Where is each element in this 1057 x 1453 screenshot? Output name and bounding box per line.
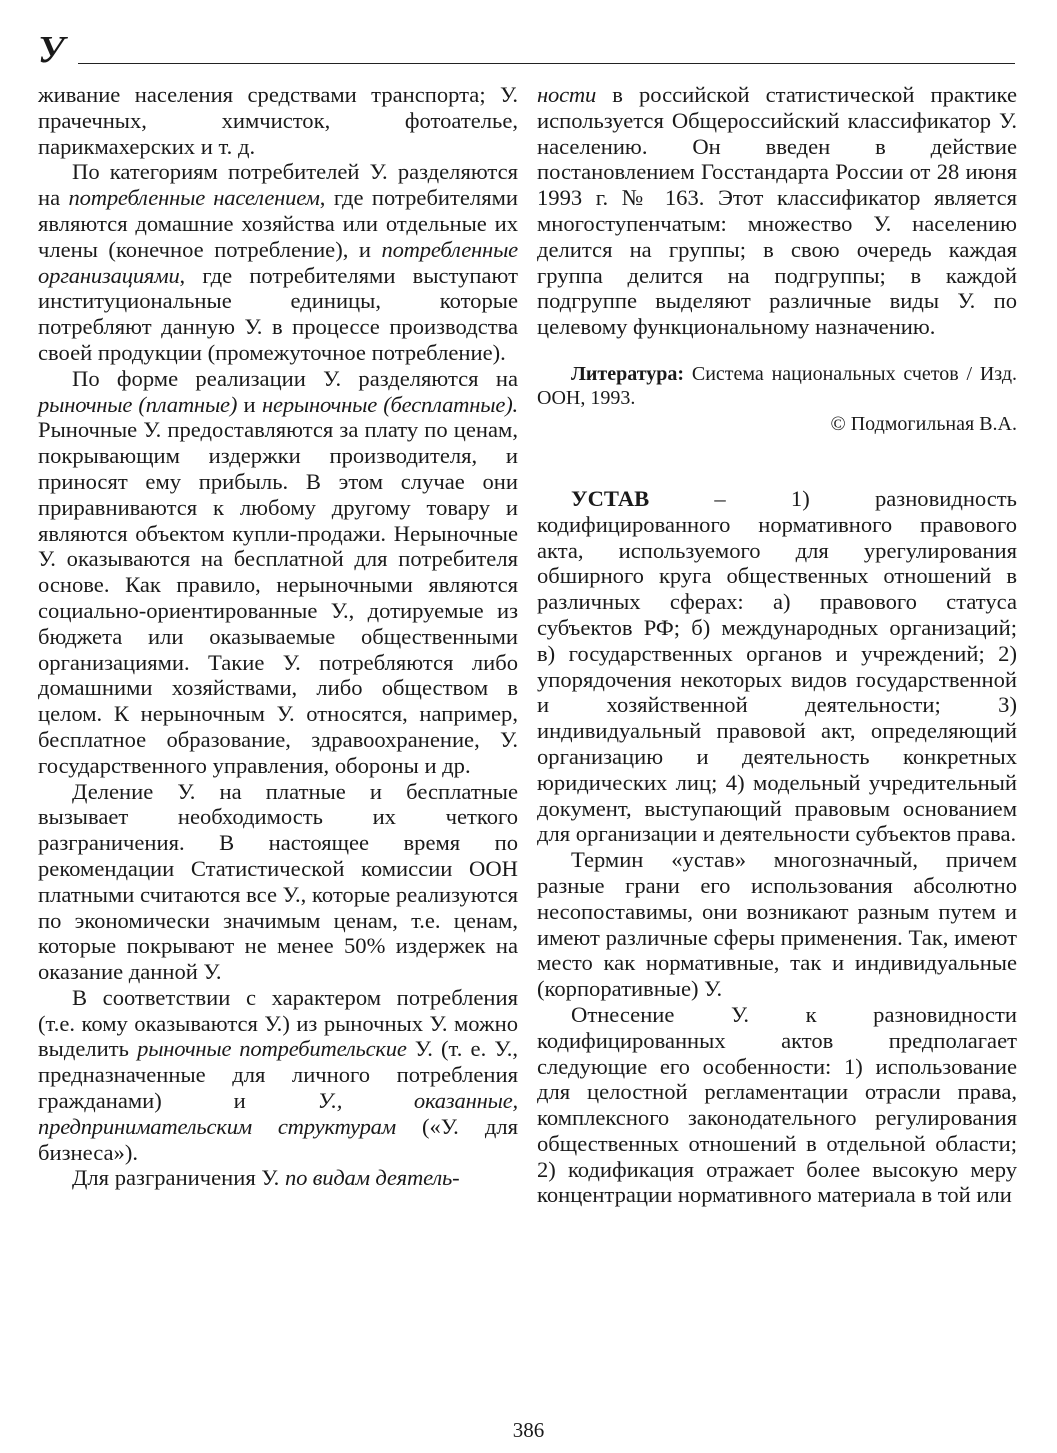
paragraph: Для разграничения У. по видам деятель- bbox=[72, 1165, 460, 1191]
article-gap bbox=[537, 436, 1017, 486]
paragraph: Отнесение У. к разновидности кодифицированных актов предполагает следующие его особенности: 1) использование для целостной регламентации отрасли права, комплексного законодательного регулирования общественных отношений в отдельной области; 2) кодификация отражает более высокую меру концентрации нормативного материала в той или bbox=[537, 1001, 1017, 1208]
paragraph: ности в российской статистической практике используется Общероссийский классификатор У. населению. Он введен в действие постановлением Госстандарта России от 28 июня 1993 г. № 163. Этот классификатор является многоступенчатым: множество У. населению делится на группы; в свою очередь каждая группа делится на подгруппы; в каждой подгруппе выделяют различные виды У. по целевому функциональному назначению. bbox=[537, 82, 1017, 340]
header-rule bbox=[78, 63, 1015, 64]
paragraph: живание населения средствами транспорта; У. прачечных, химчисток, фотоателье, парикмахерских и т. д. bbox=[38, 82, 518, 159]
paragraph: По форме реализации У. разделяются на рыночные (платные) и нерыночные (бесплатные). Рыночные У. предоставляются за плату по ценам, покрывающим издержки производителя, и приносят ему прибыль. В этом случае они приравниваются к любому другому товару и являются объектом купли-продажи. Нерыночные У. оказываются на бесплатной для потребителя основе. Как правило, нерыночными являются социально-ориентированные У., дотируемые из бюджета или оказываемые общественными организациями. Такие У. потребляются либо домашними хозяйствами, либо обществом в целом. К нерыночным У. относятся, например, бесплатное образование, здравоохранение, У. государственного управления, обороны и др. bbox=[38, 365, 518, 778]
page-number: 386 bbox=[512, 1418, 545, 1442]
section-letter: У bbox=[38, 29, 65, 71]
article-definition: УСТАВ – 1) разновидность кодифицированного нормативного правового акта, используемого для урегулирования обширного круга общественных отношений в различных сферах: а) правового статуса субъектов РФ; б) международных организаций; в) государственных органов и учреждений; 2) упорядочения некоторых видов государственной и хозяйственной деятельности; 3) индивидуальный правовой акт, определяющий организацию и деятельность конкретных юридических лиц; 4) модельный учредительный документ, выступающий правовым основанием для организации и деятельности субъектов права. bbox=[537, 485, 1017, 847]
right-column bbox=[537, 82, 1017, 1208]
paragraph: В соответствии с характером потребления (т.е. кому оказываются У.) из рыночных У. можно выделить рыночные потребительские У. (т. е. У., предназначенные для личного потребления гражданами) и У., оказанные, предпринимательским структурам («У. для бизнеса»). bbox=[38, 984, 519, 1165]
paragraph: Деление У. на платные и бесплатные вызывает необходимость их четкого разграничения. В настоящее время по рекомендации Статистической комиссии ООН платными считаются все У., которые реализуются по экономически значимым ценам, т.е. ценам, которые покрывают не менее 50% издержек на оказание данной У. bbox=[38, 778, 518, 985]
page-header bbox=[38, 30, 1015, 70]
copyright-author: © Подмогильная В.А. bbox=[830, 412, 1017, 435]
paragraph: Термин «устав» многозначный, причем разные грани его использования абсолютно несопоставимы, они возникают разным путем и имеют различные сферы применения. Так, имеют место как нормативные, так и индивидуальные (корпоративные) У. bbox=[537, 847, 1017, 1002]
left-column bbox=[38, 82, 518, 1191]
entry-term: УСТАВ bbox=[571, 485, 650, 511]
paragraph: По категориям потребителей У. разделяются на потребленные населением, где потребителями являются домашние хозяйства или отдельные их члены (конечное потребление), и потребленные организациями, где потребителями выступают институциональные единицы, которые потребляют данную У. в процессе производства своей продукции (промежуточное потребление). bbox=[38, 159, 518, 365]
literature-reference: Литература: Система национальных счетов / Изд. ООН, 1993. bbox=[537, 362, 1017, 409]
